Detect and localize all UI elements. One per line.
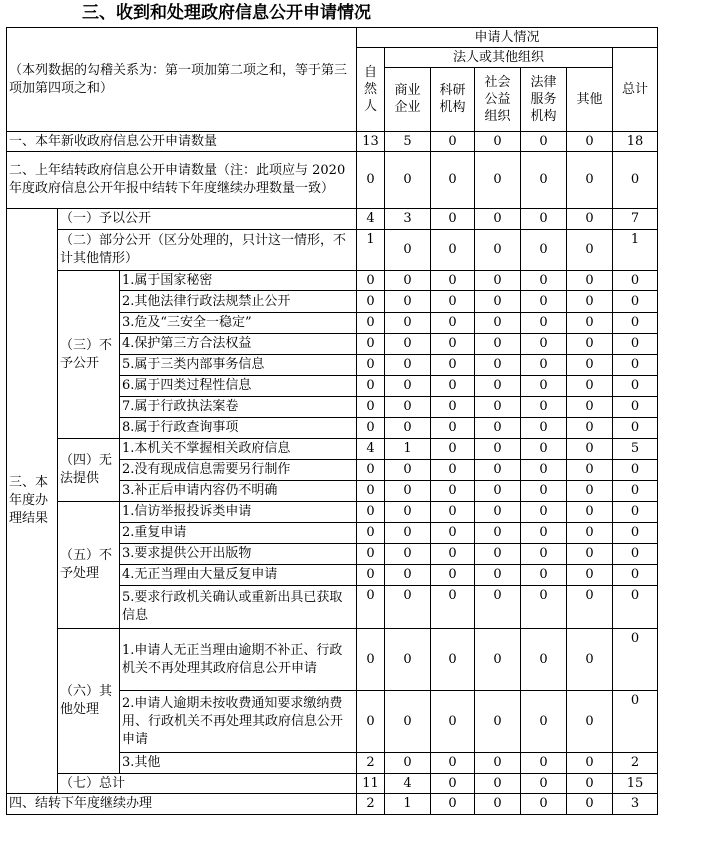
value-cell: 0 bbox=[521, 691, 567, 753]
value-cell: 0 bbox=[475, 794, 521, 815]
header-note: （本列数据的勾稽关系为：第一项加第二项之和，等于第三项加第四项之和） bbox=[7, 28, 357, 132]
value-cell: 0 bbox=[385, 691, 431, 753]
value-cell: 0 bbox=[385, 523, 431, 544]
value-cell: 0 bbox=[385, 418, 431, 439]
table-row bbox=[7, 209, 658, 230]
value-cell: 0 bbox=[357, 418, 385, 439]
value-cell: 0 bbox=[431, 544, 475, 565]
value-cell: 0 bbox=[521, 418, 567, 439]
table-row bbox=[7, 230, 658, 271]
item-label: 3.危及“三安全一稳定” bbox=[120, 313, 357, 334]
value-cell: 4 bbox=[357, 439, 385, 460]
value-cell: 0 bbox=[567, 271, 613, 291]
item-label: 6.属于四类过程性信息 bbox=[120, 376, 357, 397]
value-cell: 0 bbox=[357, 334, 385, 355]
value-cell: 0 bbox=[385, 565, 431, 586]
value-cell: 0 bbox=[567, 481, 613, 502]
value-cell: 0 bbox=[475, 376, 521, 397]
value-cell: 15 bbox=[613, 774, 658, 794]
value-cell: 0 bbox=[385, 376, 431, 397]
header-natural-person: 自然人 bbox=[357, 48, 385, 132]
item-label: 3.补正后申请内容仍不明确 bbox=[120, 481, 357, 502]
value-cell: 0 bbox=[613, 152, 658, 209]
value-cell: 0 bbox=[613, 376, 658, 397]
value-cell: 0 bbox=[475, 691, 521, 753]
item-label: 1.申请人无正当理由逾期不补正、行政机关不再处理其政府信息公开申请 bbox=[120, 629, 357, 691]
value-cell: 0 bbox=[475, 523, 521, 544]
value-cell: 0 bbox=[357, 629, 385, 691]
group-label-not-disclosed: （三）不予公开 bbox=[58, 271, 120, 439]
value-cell: 0 bbox=[521, 209, 567, 230]
section-label-results: 三、本年度办理结果 bbox=[7, 209, 58, 794]
table-row bbox=[7, 774, 658, 794]
value-cell: 0 bbox=[567, 502, 613, 523]
value-cell: 0 bbox=[613, 291, 658, 313]
header-total: 总计 bbox=[613, 48, 658, 132]
value-cell: 0 bbox=[613, 523, 658, 544]
value-cell: 0 bbox=[521, 397, 567, 418]
value-cell: 0 bbox=[521, 376, 567, 397]
value-cell: 0 bbox=[431, 774, 475, 794]
value-cell: 0 bbox=[567, 132, 613, 152]
value-cell: 0 bbox=[431, 418, 475, 439]
header-col-legal-service: 法律服务机构 bbox=[521, 68, 567, 132]
value-cell: 0 bbox=[521, 291, 567, 313]
value-cell: 0 bbox=[613, 355, 658, 376]
value-cell: 0 bbox=[613, 544, 658, 565]
value-cell: 0 bbox=[475, 586, 521, 629]
table-row bbox=[7, 629, 658, 691]
value-cell: 0 bbox=[475, 502, 521, 523]
value-cell: 0 bbox=[567, 544, 613, 565]
value-cell: 0 bbox=[431, 271, 475, 291]
value-cell: 0 bbox=[431, 691, 475, 753]
value-cell: 0 bbox=[475, 291, 521, 313]
value-cell: 0 bbox=[431, 439, 475, 460]
value-cell: 0 bbox=[521, 313, 567, 334]
value-cell: 0 bbox=[475, 460, 521, 481]
value-cell: 0 bbox=[613, 418, 658, 439]
group-label-not-processed: （五）不予处理 bbox=[58, 502, 120, 629]
value-cell: 0 bbox=[385, 753, 431, 774]
value-cell: 0 bbox=[385, 397, 431, 418]
value-cell: 11 bbox=[357, 774, 385, 794]
row-label-new: 一、本年新收政府信息公开申请数量 bbox=[7, 132, 357, 152]
item-label: 2.没有现成信息需要另行制作 bbox=[120, 460, 357, 481]
value-cell: 0 bbox=[567, 753, 613, 774]
value-cell: 0 bbox=[567, 418, 613, 439]
value-cell: 0 bbox=[385, 502, 431, 523]
value-cell: 0 bbox=[567, 794, 613, 815]
value-cell: 0 bbox=[431, 397, 475, 418]
value-cell: 0 bbox=[521, 523, 567, 544]
value-cell: 7 bbox=[613, 209, 658, 230]
value-cell: 0 bbox=[357, 586, 385, 629]
item-label: 5.要求行政机关确认或重新出具已获取信息 bbox=[120, 586, 357, 629]
value-cell: 0 bbox=[385, 544, 431, 565]
value-cell: 0 bbox=[567, 291, 613, 313]
value-cell: 0 bbox=[521, 774, 567, 794]
value-cell: 0 bbox=[613, 334, 658, 355]
value-cell: 2 bbox=[613, 753, 658, 774]
value-cell: 0 bbox=[431, 376, 475, 397]
value-cell: 18 bbox=[613, 132, 658, 152]
value-cell: 0 bbox=[431, 794, 475, 815]
value-cell: 0 bbox=[521, 629, 567, 691]
item-label: 8.属于行政查询事项 bbox=[120, 418, 357, 439]
value-cell: 0 bbox=[521, 794, 567, 815]
item-label: 2.申请人逾期未按收费通知要求缴纳费用、行政机关不再处理其政府信息公开申请 bbox=[120, 691, 357, 753]
value-cell: 0 bbox=[521, 230, 567, 271]
value-cell: 0 bbox=[431, 334, 475, 355]
table-row bbox=[7, 271, 658, 291]
value-cell: 0 bbox=[385, 230, 431, 271]
value-cell: 2 bbox=[357, 794, 385, 815]
value-cell: 0 bbox=[475, 481, 521, 502]
value-cell: 5 bbox=[613, 439, 658, 460]
value-cell: 0 bbox=[613, 586, 658, 629]
value-cell: 0 bbox=[475, 565, 521, 586]
value-cell: 0 bbox=[567, 774, 613, 794]
value-cell: 0 bbox=[385, 460, 431, 481]
value-cell: 0 bbox=[431, 460, 475, 481]
value-cell: 0 bbox=[357, 481, 385, 502]
value-cell: 0 bbox=[567, 152, 613, 209]
value-cell: 0 bbox=[357, 355, 385, 376]
value-cell: 0 bbox=[521, 586, 567, 629]
value-cell: 0 bbox=[431, 629, 475, 691]
value-cell: 0 bbox=[357, 523, 385, 544]
group-label-open: （一）予以公开 bbox=[58, 209, 357, 230]
value-cell: 0 bbox=[431, 313, 475, 334]
value-cell: 0 bbox=[567, 397, 613, 418]
value-cell: 1 bbox=[385, 794, 431, 815]
value-cell: 0 bbox=[385, 334, 431, 355]
header-col-other: 其他 bbox=[567, 68, 613, 132]
value-cell: 0 bbox=[357, 544, 385, 565]
value-cell: 0 bbox=[475, 152, 521, 209]
header-legal-group: 法人或其他组织 bbox=[385, 48, 613, 68]
value-cell: 0 bbox=[385, 629, 431, 691]
value-cell: 0 bbox=[357, 271, 385, 291]
value-cell: 0 bbox=[385, 271, 431, 291]
value-cell: 0 bbox=[567, 355, 613, 376]
value-cell: 0 bbox=[521, 355, 567, 376]
value-cell: 0 bbox=[475, 334, 521, 355]
value-cell: 0 bbox=[431, 586, 475, 629]
value-cell: 0 bbox=[521, 460, 567, 481]
table-row bbox=[7, 502, 658, 523]
value-cell: 0 bbox=[567, 209, 613, 230]
value-cell: 0 bbox=[567, 460, 613, 481]
table-row bbox=[7, 794, 658, 815]
header-col-business: 商业企业 bbox=[385, 68, 431, 132]
value-cell: 0 bbox=[475, 313, 521, 334]
value-cell: 1 bbox=[385, 439, 431, 460]
value-cell: 0 bbox=[613, 271, 658, 291]
value-cell: 0 bbox=[431, 132, 475, 152]
value-cell: 0 bbox=[521, 565, 567, 586]
value-cell: 0 bbox=[613, 629, 658, 691]
value-cell: 0 bbox=[357, 502, 385, 523]
value-cell: 0 bbox=[357, 460, 385, 481]
page-title: 三、收到和处理政府信息公开申请情况 bbox=[82, 3, 371, 23]
value-cell: 0 bbox=[475, 629, 521, 691]
table-row bbox=[7, 152, 658, 209]
value-cell: 0 bbox=[567, 439, 613, 460]
item-label: 2.其他法律行政法规禁止公开 bbox=[120, 291, 357, 313]
group-label-partial: （二）部分公开（区分处理的，只计这一情形，不计其他情形） bbox=[58, 230, 357, 271]
value-cell: 0 bbox=[613, 397, 658, 418]
value-cell: 0 bbox=[475, 230, 521, 271]
value-cell: 0 bbox=[431, 502, 475, 523]
value-cell: 1 bbox=[357, 230, 385, 271]
value-cell: 0 bbox=[475, 439, 521, 460]
value-cell: 0 bbox=[567, 586, 613, 629]
value-cell: 0 bbox=[357, 565, 385, 586]
value-cell: 0 bbox=[475, 753, 521, 774]
value-cell: 0 bbox=[521, 152, 567, 209]
value-cell: 0 bbox=[431, 230, 475, 271]
value-cell: 13 bbox=[357, 132, 385, 152]
table-row bbox=[7, 132, 658, 152]
value-cell: 0 bbox=[431, 565, 475, 586]
value-cell: 0 bbox=[357, 376, 385, 397]
value-cell: 0 bbox=[613, 481, 658, 502]
header-col-research: 科研机构 bbox=[431, 68, 475, 132]
value-cell: 0 bbox=[475, 271, 521, 291]
value-cell: 0 bbox=[567, 230, 613, 271]
value-cell: 0 bbox=[357, 291, 385, 313]
value-cell: 0 bbox=[475, 774, 521, 794]
item-label: 1.属于国家秘密 bbox=[120, 271, 357, 291]
item-label: 4.无正当理由大量反复申请 bbox=[120, 565, 357, 586]
value-cell: 0 bbox=[431, 152, 475, 209]
header-col-public-welfare: 社会公益组织 bbox=[475, 68, 521, 132]
group-label-other-processing: （六）其他处理 bbox=[58, 629, 120, 774]
value-cell: 0 bbox=[521, 544, 567, 565]
value-cell: 0 bbox=[431, 291, 475, 313]
group-label-subtotal: （七）总计 bbox=[58, 774, 357, 794]
value-cell: 0 bbox=[567, 334, 613, 355]
value-cell: 0 bbox=[357, 152, 385, 209]
value-cell: 0 bbox=[613, 691, 658, 753]
value-cell: 4 bbox=[385, 774, 431, 794]
value-cell: 0 bbox=[521, 439, 567, 460]
item-label: 1.本机关不掌握相关政府信息 bbox=[120, 439, 357, 460]
value-cell: 0 bbox=[475, 418, 521, 439]
info-disclosure-table bbox=[6, 27, 658, 815]
value-cell: 4 bbox=[357, 209, 385, 230]
value-cell: 0 bbox=[357, 397, 385, 418]
value-cell: 0 bbox=[567, 691, 613, 753]
row-label-carry: 二、上年结转政府信息公开申请数量（注：此项应与 2020 年度政府信息公开年报中结转下年度继续办理数量一致） bbox=[7, 152, 357, 209]
value-cell: 0 bbox=[613, 460, 658, 481]
item-label: 1.信访举报投诉类申请 bbox=[120, 502, 357, 523]
value-cell: 0 bbox=[521, 271, 567, 291]
value-cell: 0 bbox=[431, 481, 475, 502]
item-label: 3.要求提供公开出版物 bbox=[120, 544, 357, 565]
value-cell: 0 bbox=[475, 397, 521, 418]
value-cell: 0 bbox=[385, 313, 431, 334]
value-cell: 0 bbox=[567, 523, 613, 544]
value-cell: 0 bbox=[521, 753, 567, 774]
value-cell: 0 bbox=[613, 313, 658, 334]
value-cell: 0 bbox=[613, 565, 658, 586]
value-cell: 0 bbox=[431, 753, 475, 774]
value-cell: 2 bbox=[357, 753, 385, 774]
value-cell: 0 bbox=[475, 544, 521, 565]
value-cell: 0 bbox=[521, 502, 567, 523]
item-label: 4.保护第三方合法权益 bbox=[120, 334, 357, 355]
value-cell: 0 bbox=[521, 481, 567, 502]
item-label: 5.属于三类内部事务信息 bbox=[120, 355, 357, 376]
value-cell: 0 bbox=[385, 355, 431, 376]
item-label: 3.其他 bbox=[120, 753, 357, 774]
value-cell: 0 bbox=[567, 565, 613, 586]
value-cell: 0 bbox=[431, 355, 475, 376]
value-cell: 0 bbox=[567, 629, 613, 691]
value-cell: 0 bbox=[385, 586, 431, 629]
value-cell: 3 bbox=[385, 209, 431, 230]
header-applicant: 申请人情况 bbox=[357, 28, 658, 48]
value-cell: 0 bbox=[357, 691, 385, 753]
value-cell: 0 bbox=[431, 523, 475, 544]
value-cell: 5 bbox=[385, 132, 431, 152]
value-cell: 0 bbox=[521, 334, 567, 355]
value-cell: 0 bbox=[613, 502, 658, 523]
value-cell: 0 bbox=[521, 132, 567, 152]
value-cell: 0 bbox=[567, 313, 613, 334]
item-label: 2.重复申请 bbox=[120, 523, 357, 544]
value-cell: 0 bbox=[385, 152, 431, 209]
value-cell: 0 bbox=[475, 355, 521, 376]
value-cell: 0 bbox=[475, 209, 521, 230]
item-label: 7.属于行政执法案卷 bbox=[120, 397, 357, 418]
value-cell: 1 bbox=[613, 230, 658, 271]
table-row bbox=[7, 439, 658, 460]
value-cell: 3 bbox=[613, 794, 658, 815]
row-label-next: 四、结转下年度继续办理 bbox=[7, 794, 357, 815]
group-label-unable: （四）无法提供 bbox=[58, 439, 120, 502]
value-cell: 0 bbox=[475, 132, 521, 152]
value-cell: 0 bbox=[567, 376, 613, 397]
value-cell: 0 bbox=[357, 313, 385, 334]
value-cell: 0 bbox=[431, 209, 475, 230]
value-cell: 0 bbox=[385, 481, 431, 502]
value-cell: 0 bbox=[385, 291, 431, 313]
